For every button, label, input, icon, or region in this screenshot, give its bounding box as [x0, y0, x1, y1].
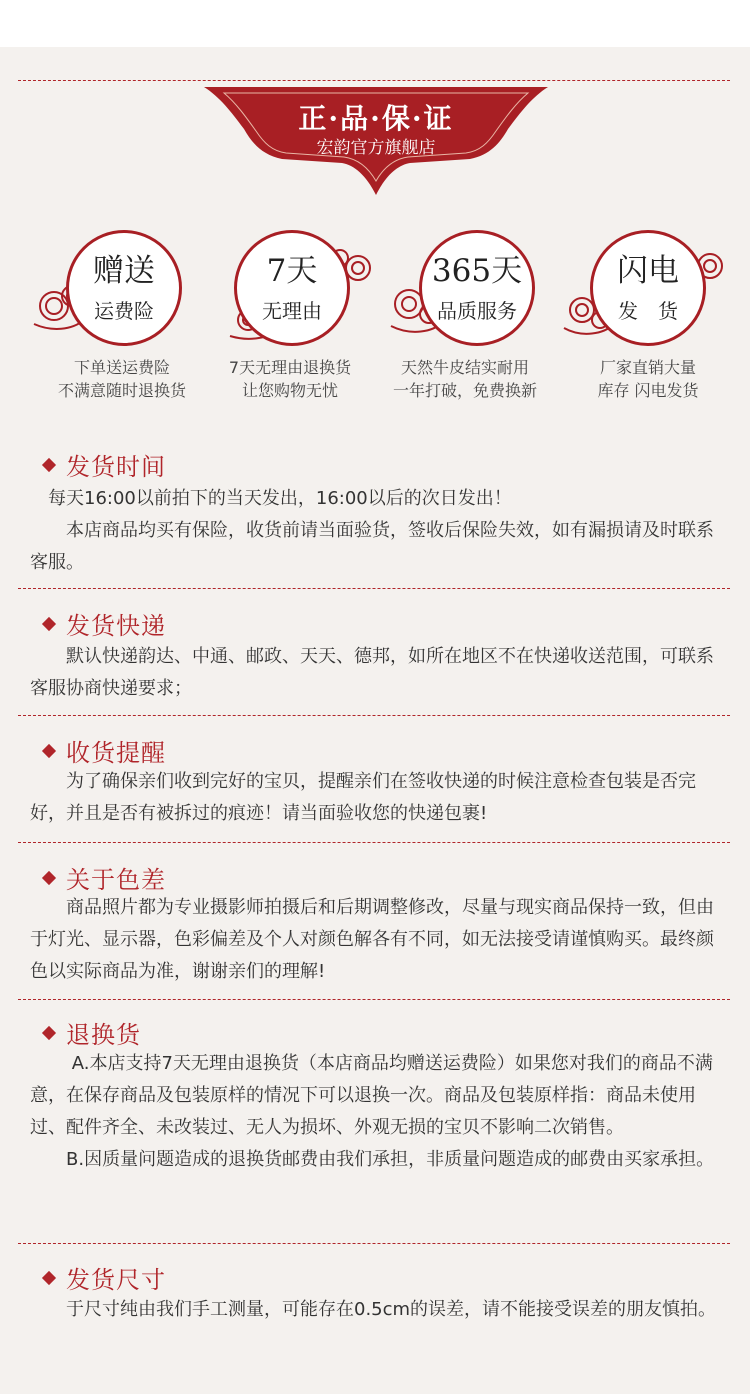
- badge-description: [32, 356, 212, 402]
- section-body-size: [30, 1294, 722, 1326]
- section-title-courier: [44, 606, 166, 641]
- badge-desc-line2: 库存 闪电发货: [597, 381, 699, 400]
- badge-title: 7天: [266, 253, 318, 289]
- section-body-color-difference: [30, 892, 722, 988]
- badge-desc-line1: 厂家直销大量: [599, 358, 696, 377]
- badge-circle: [66, 230, 182, 346]
- section-title-text: 退换货: [66, 1021, 141, 1049]
- paragraph: 为了确保亲们收到完好的宝贝，提醒亲们在签收快递的时候注意检查包装是否完好，并且是否有被拆过的痕迹！请当面验收您的快递包裹!: [30, 771, 696, 824]
- badge-fast-shipping: [560, 228, 740, 408]
- badge-desc-line1: 7天无理由退换货: [228, 358, 352, 377]
- badge-desc-line2: 让您购物无忧: [241, 381, 338, 400]
- diamond-icon: [42, 1026, 56, 1040]
- paragraph: 每天16:00以前拍下的当天发出，16:00以后的次日发出！: [30, 488, 512, 509]
- diamond-icon: [42, 1271, 56, 1285]
- paragraph: 商品照片都为专业摄影师拍摄后和后期调整修改，尽量与现实商品保持一致，但由于灯光、显示器，色彩偏差及个人对颜色解各有不同，如无法接受请谨慎购买。最终颜色以实际商品为准，谢谢亲们的理解!: [30, 897, 714, 982]
- section-body-shipping-time: [30, 483, 722, 579]
- section-title-size: [44, 1260, 166, 1295]
- badge-subtitle: 无理由: [262, 299, 322, 323]
- badge-title: 赠送: [93, 253, 155, 289]
- badge-desc-line1: 下单送运费险: [73, 358, 170, 377]
- section-title-text: 发货时间: [66, 453, 166, 481]
- section-body-returns: [30, 1048, 722, 1176]
- section-title-text: 发货快递: [66, 612, 166, 640]
- badge-circle: [419, 230, 535, 346]
- divider: [18, 80, 730, 81]
- badge-title: 365天: [431, 253, 523, 289]
- paragraph: 本店商品均买有保险，收货前请当面验货，签收后保险失效，如有漏损请及时联系客服。: [30, 520, 714, 573]
- badge-description: [558, 356, 738, 402]
- badge-circle: [590, 230, 706, 346]
- diamond-icon: [42, 458, 56, 472]
- diamond-icon: [42, 871, 56, 885]
- diamond-icon: [42, 617, 56, 631]
- paragraph: B.因质量问题造成的退换货邮费由我们承担，非质量问题造成的邮费由买家承担。: [30, 1149, 715, 1170]
- section-body-receipt-reminder: [30, 766, 722, 830]
- paragraph: A.本店支持7天无理由退换货（本店商品均赠送运费险）如果您对我们的商品不满意，在保存商品及包装原样的情况下可以退换一次。商品及包装原样指：商品未使用过、配件齐全、未改装过、无人为损坏、外观无损的宝贝不影响二次销售。: [30, 1053, 713, 1138]
- divider: [18, 842, 730, 843]
- banner-subtitle: 宏韵官方旗舰店: [316, 138, 436, 158]
- section-title-text: 关于色差: [66, 866, 166, 894]
- top-blank: [0, 0, 750, 47]
- badge-shipping-insurance: [32, 228, 212, 408]
- section-title-color-difference: [44, 860, 166, 895]
- banner-title: 正·品·保·证: [298, 102, 454, 135]
- badge-description: [200, 356, 380, 402]
- paragraph: 默认快递韵达、中通、邮政、天天、德邦，如所在地区不在快递收送范围，可联系客服协商快递要求；: [30, 646, 714, 699]
- section-title-text: 发货尺寸: [66, 1266, 166, 1294]
- badge-subtitle: 发 货: [618, 299, 678, 323]
- section-title-text: 收货提醒: [66, 739, 166, 767]
- section-body-courier: [30, 641, 722, 705]
- badge-desc-line2: 不满意随时退换货: [57, 381, 186, 400]
- badge-365-day-service: [385, 228, 565, 408]
- paragraph: 于尺寸纯由我们手工测量，可能存在0.5cm的误差，请不能接受误差的朋友慎拍。: [30, 1299, 717, 1320]
- section-title-receipt-reminder: [44, 733, 166, 768]
- badge-7-day-return: [200, 228, 380, 408]
- badge-title: 闪电: [617, 253, 679, 289]
- badge-subtitle: 运费险: [94, 299, 154, 323]
- badge-desc-line1: 天然牛皮结实耐用: [400, 358, 529, 377]
- divider: [18, 999, 730, 1000]
- badge-subtitle: 品质服务: [437, 299, 517, 323]
- section-title-shipping-time: [44, 447, 166, 482]
- divider: [18, 715, 730, 716]
- badge-circle: [234, 230, 350, 346]
- divider: [18, 588, 730, 589]
- divider: [18, 1243, 730, 1244]
- section-title-returns: [44, 1015, 141, 1050]
- badge-desc-line2: 一年打破，免费换新: [392, 381, 537, 400]
- guarantee-banner: [200, 83, 552, 198]
- badge-description: [375, 356, 555, 402]
- diamond-icon: [42, 744, 56, 758]
